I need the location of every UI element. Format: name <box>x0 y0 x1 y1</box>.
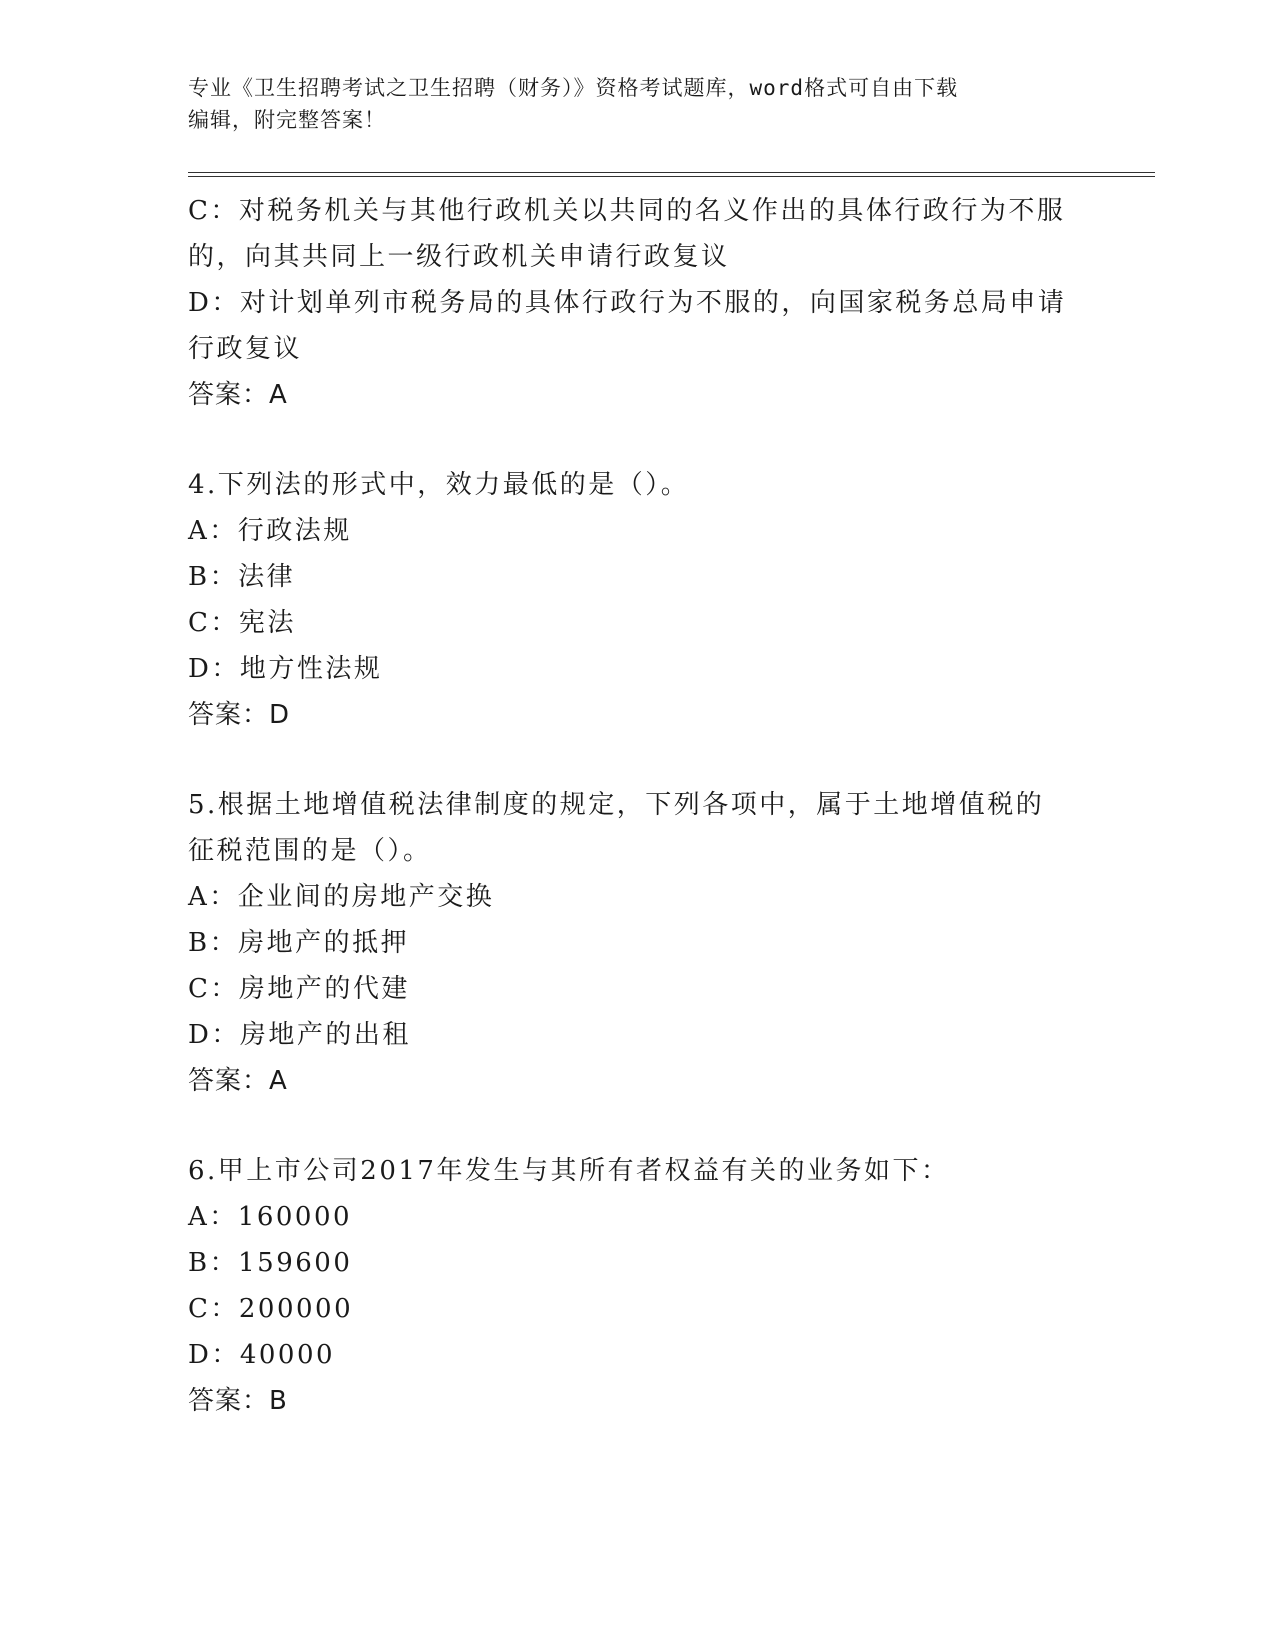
header-line-2: 编辑，附完整答案！ <box>188 108 386 132</box>
q5-option-a: A：企业间的房地产交换 <box>188 882 495 912</box>
q4-question: 4.下列法的形式中，效力最低的是（）。 <box>188 470 690 500</box>
question-4-block <box>188 462 1088 738</box>
q6-option-c: C：200000 <box>188 1294 354 1324</box>
q6-option-b: B：159600 <box>188 1248 353 1278</box>
q5-option-d: D：房地产的出租 <box>188 1020 411 1050</box>
q6-answer: 答案：B <box>188 1386 288 1416</box>
document-header <box>188 72 1068 136</box>
spacer <box>188 418 1088 462</box>
q6-option-d: D：40000 <box>188 1340 336 1370</box>
q5-option-b: B：房地产的抵押 <box>188 928 410 958</box>
q4-option-c: C：宪法 <box>188 608 296 638</box>
q5-question-line-1: 5.根据土地增值税法律制度的规定，下列各项中，属于土地增值税的 <box>188 790 1045 820</box>
question-list <box>188 188 1088 1424</box>
spacer <box>188 1104 1088 1148</box>
q4-answer: 答案：D <box>188 700 291 730</box>
q3-option-d-line-1: D：对计划单列市税务局的具体行政行为不服的，向国家税务总局申请 <box>188 288 1067 318</box>
question-6-block <box>188 1148 1088 1424</box>
q5-answer: 答案：A <box>188 1066 288 1096</box>
q5-option-c: C：房地产的代建 <box>188 974 410 1004</box>
header-rule-top <box>188 172 1155 173</box>
q5-question-line-2: 征税范围的是（）。 <box>188 836 432 866</box>
q4-option-b: B：法律 <box>188 562 296 592</box>
q3-option-d-line-2: 行政复议 <box>188 334 303 364</box>
question-3-block <box>188 188 1088 418</box>
q4-option-a: A：行政法规 <box>188 516 352 546</box>
q3-option-c-line-1: C：对税务机关与其他行政机关以共同的名义作出的具体行政行为不服 <box>188 196 1066 226</box>
header-rule-bottom <box>188 176 1155 177</box>
header-line-1: 专业《卫生招聘考试之卫生招聘（财务）》资格考试题库，word格式可自由下载 <box>188 76 959 100</box>
spacer <box>188 738 1088 782</box>
q4-option-d: D：地方性法规 <box>188 654 383 684</box>
q3-option-c-line-2: 的，向其共同上一级行政机关申请行政复议 <box>188 242 730 272</box>
question-5-block <box>188 782 1088 1104</box>
q6-question: 6.甲上市公司2017年发生与其所有者权益有关的业务如下： <box>188 1156 950 1186</box>
q3-answer: 答案：A <box>188 380 288 410</box>
q6-option-a: A：160000 <box>188 1202 353 1232</box>
